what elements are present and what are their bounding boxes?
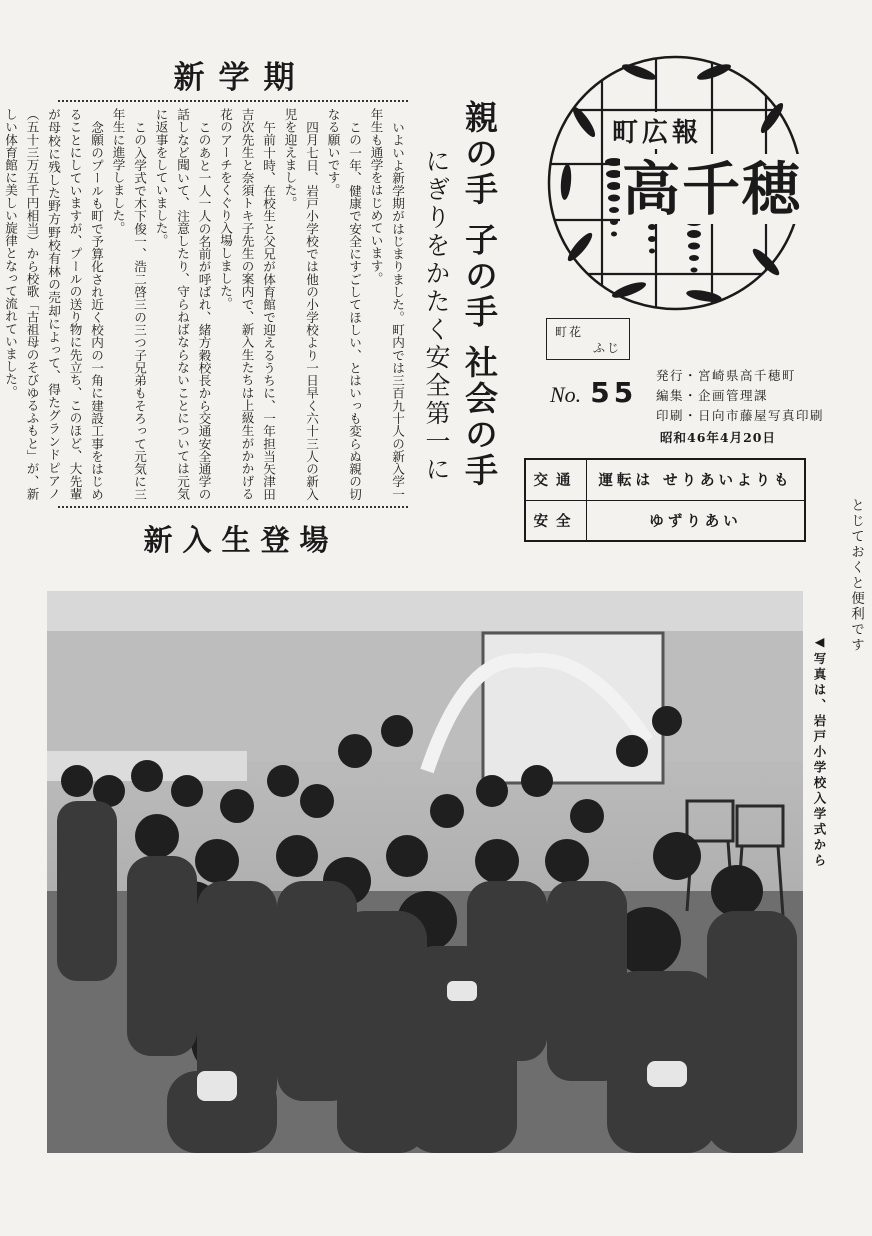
article-paragraph: この入学式で木下俊一、浩二啓三の三つ子兄弟もそろって元気に三年生に進学しました。 <box>110 108 147 500</box>
headline-sub: にぎりをかたく安全第一に <box>422 148 451 484</box>
article-subtitle: 新入生登場 <box>143 523 339 557</box>
traffic-safety-slogan <box>524 458 806 542</box>
credit-publisher: 発行・宮崎県高千穂町 <box>656 368 797 383</box>
photo-caption: ◀写真は、岩戸小学校入学式から <box>812 634 827 869</box>
slogan-label: 安全 <box>526 501 587 540</box>
issue-no-value: 55 <box>590 376 638 409</box>
masthead-big-title: 高千穂 <box>622 155 803 223</box>
article-paragraph: いよいよ新学期がはじまりました。町内では三百九十人の新入学一年生も通学をはじめています。 <box>368 108 405 500</box>
slogan-label: 交通 <box>526 460 587 501</box>
issue-credits <box>656 366 846 426</box>
article-body <box>3 108 408 500</box>
slogan-text: 運転は せりあいよりも <box>587 460 804 501</box>
slogan-row <box>526 460 804 501</box>
binding-note: とじておくと便利です <box>848 498 864 653</box>
entrance-ceremony-photo <box>47 591 803 1153</box>
town-flower-name: ふじ <box>593 341 622 355</box>
article-title: 新学期 <box>173 60 309 96</box>
article-paragraph: 午前十時、在校生と父兄が体育館で迎えるうちに、一年担当矢津田吉次先生と奈須トキ子先生の案内で、新入生たちは上級生がかかげる花のアーチをくぐり入場しました。 <box>218 108 276 500</box>
article-paragraph: 四月七日、岩戸小学校では他の小学校より一日早く六十三人の新入児を迎えました。 <box>282 108 319 500</box>
town-flower-box <box>546 318 630 360</box>
slogan-text: ゆずりあい <box>649 512 742 530</box>
divider-top <box>58 100 408 102</box>
article-paragraph: この一年、健康で安全にすごしてほしい、とはいっも変らぬ親の切なる願いです。 <box>325 108 362 500</box>
photo-image <box>47 591 803 1153</box>
article-paragraph: 念願のプールも町で予算化され近く校内の一角に建設工事をはじめることにしていますが、プールの送り物に先立ち、このほど、大先輩が母校に残した野方野校有林の売却によって、得たグランドピアノ（五十三万五千円相当）から校歌「古祖母のそびゆるふもと」が、新しい体育館に美しい旋律となって流れていました。 <box>3 108 104 500</box>
article-paragraph: このあと一人一人の名前が呼ばれ、緒方穀校長から交通安全通学の話しなど聞いて、注意したり、守らねばならないことについては元気に返事をしていました。 <box>153 108 212 500</box>
town-flower-label: 町花 <box>555 325 584 339</box>
masthead-small-title: 町広報 <box>608 112 706 149</box>
issue-date: 昭和46年4月20日 <box>660 430 776 445</box>
divider-bottom <box>58 506 408 508</box>
issue-number <box>550 376 637 409</box>
credit-printer: 印刷・日向市藤屋写真印刷 <box>656 408 825 423</box>
issue-no-label: No. <box>550 382 582 407</box>
masthead <box>544 52 806 314</box>
headline-main: 親の手 子の手 社会の手 <box>460 100 499 489</box>
credit-editor: 編集・企画管理課 <box>656 388 769 403</box>
slogan-row <box>526 501 804 540</box>
